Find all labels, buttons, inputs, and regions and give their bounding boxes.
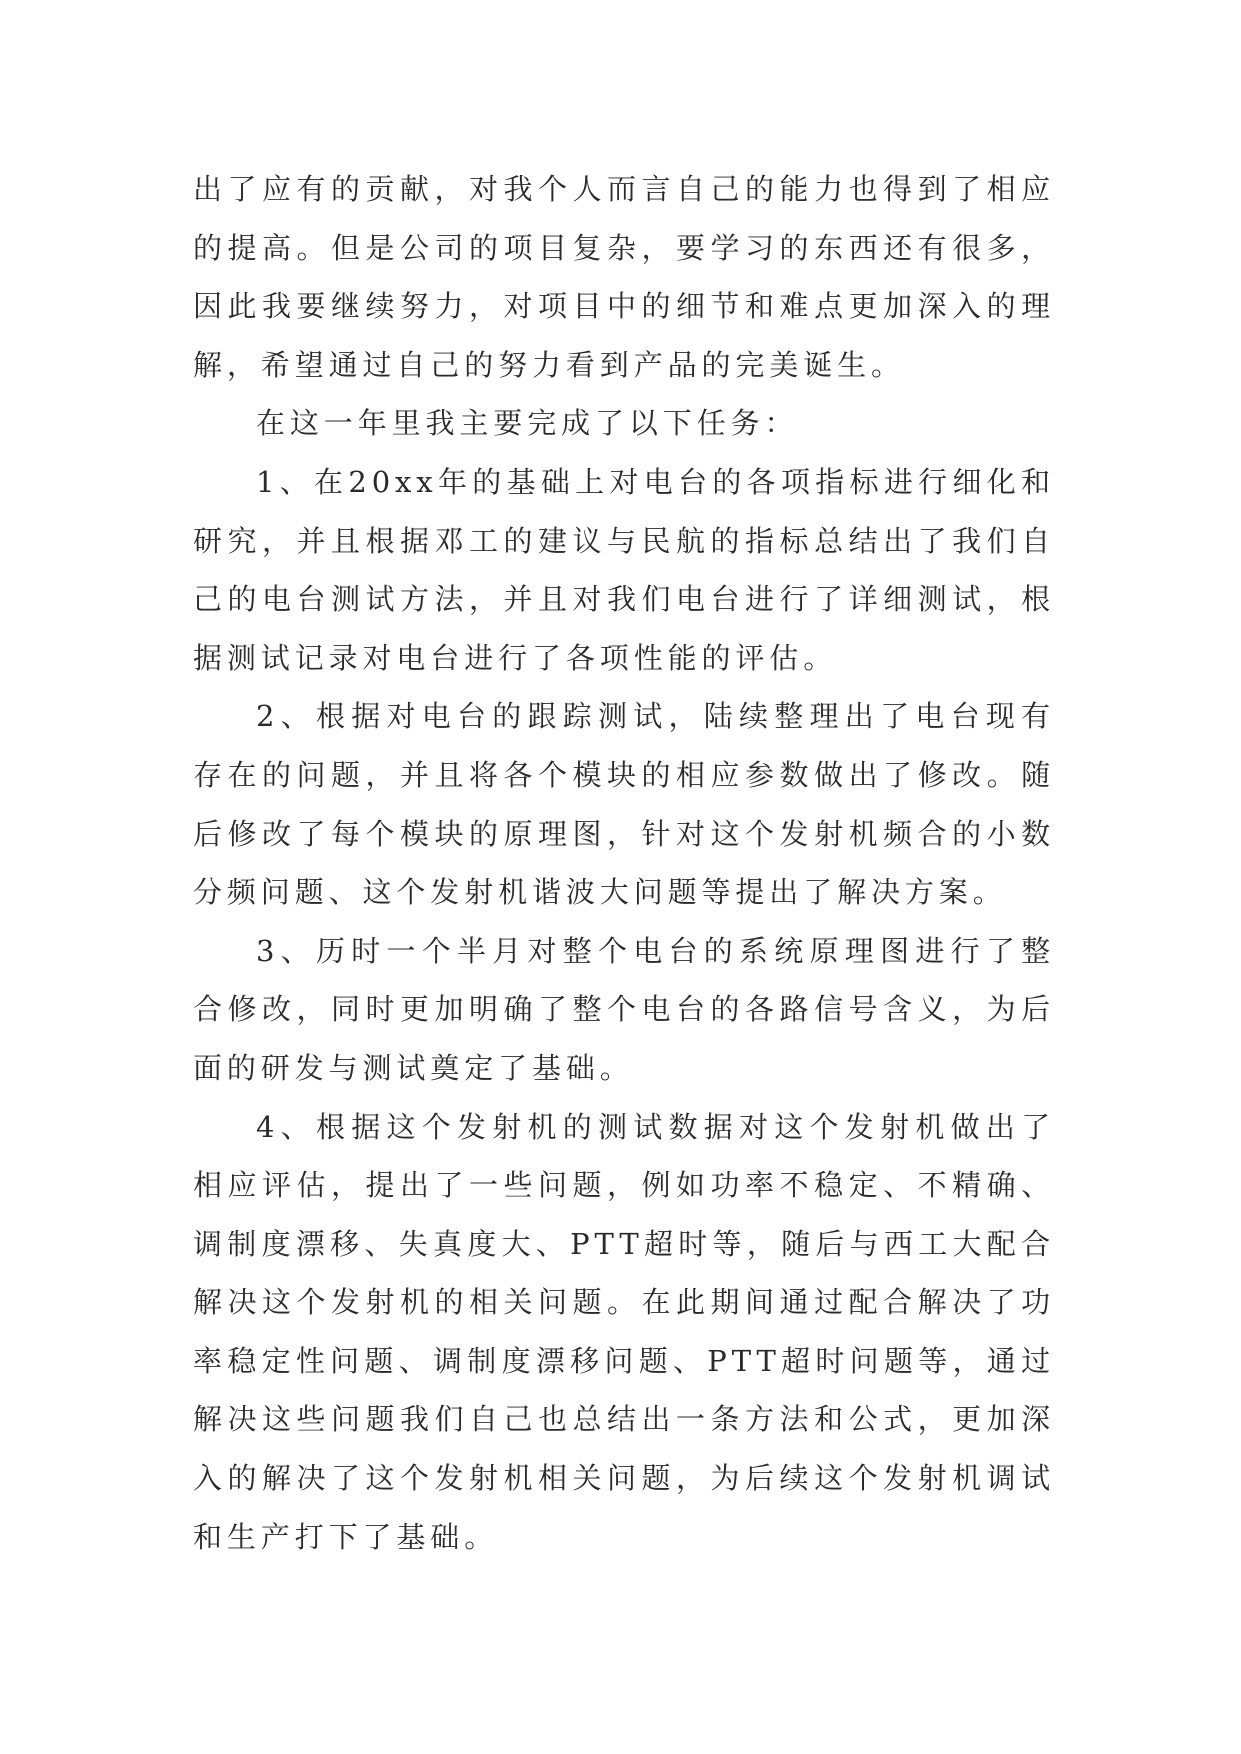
paragraph-task-1: 1、在20xx年的基础上对电台的各项指标进行细化和研究，并且根据邓工的建议与民航的指标总结出了我们自己的电台测试方法，并且对我们电台进行了详细测试，根据测试记录对电台进行了各项性能的评估。 xyxy=(193,464,1055,675)
paragraph-continuation: 出了应有的贡献，对我个人而言自己的能力也得到了相应的提高。但是公司的项目复杂，要学习的东西还有很多，因此我要继续努力，对项目中的细节和难点更加深入的理解，希望通过自己的努力看到产品的完美诞生。 xyxy=(193,172,1055,382)
paragraph-task-intro: 在这一年里我主要完成了以下任务： xyxy=(256,406,799,441)
body-text xyxy=(193,160,1055,1566)
paragraph-task-4: 4、根据这个发射机的测试数据对这个发射机做出了相应评估，提出了一些问题，例如功率不稳定、不精确、调制度漂移、失真度大、PTT超时等，随后与西工大配合解决这个发射机的相关问题。在此期间通过配合解决了功率稳定性问题、调制度漂移问题、PTT超时问题等，通过解决这些问题我们自己也总结出一条方法和公式，更加深入的解决了这个发射机相关问题，为后续这个发射机调试和生产打下了基础。 xyxy=(193,1109,1055,1554)
paragraph-task-2: 2、根据对电台的跟踪测试，陆续整理出了电台现有存在的问题，并且将各个模块的相应参数做出了修改。随后修改了每个模块的原理图，针对这个发射机频合的小数分频问题、这个发射机谐波大问题等提出了解决方案。 xyxy=(193,699,1055,910)
paragraph-task-3: 3、历时一个半月对整个电台的系统原理图进行了整合修改，同时更加明确了整个电台的各路信号含义，为后面的研发与测试奠定了基础。 xyxy=(193,933,1055,1085)
